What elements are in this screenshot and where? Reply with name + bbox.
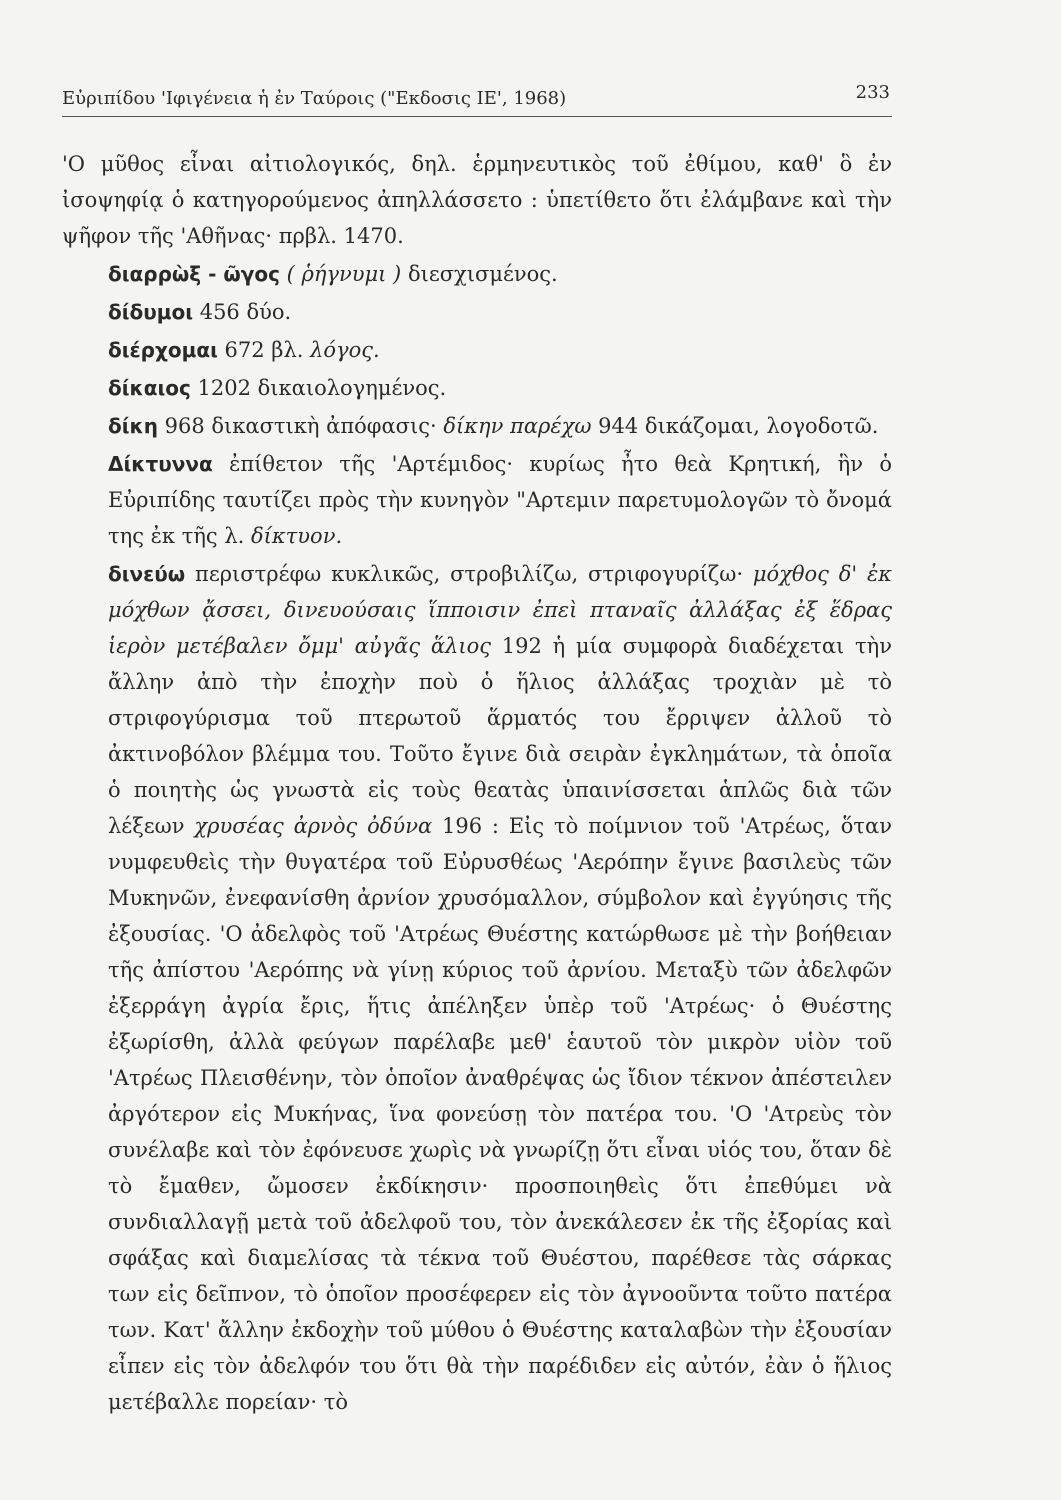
definition: 672 βλ. [217, 338, 311, 362]
definition: 1202 δικαιολογημένος. [190, 376, 447, 400]
definition: διεσχισμένος. [401, 262, 558, 286]
entry-dierchomai [62, 332, 892, 368]
headword: δίκη [108, 414, 158, 438]
entry-diktynna [62, 446, 892, 554]
cross-reference: λόγος. [310, 338, 380, 362]
page-number: 233 [855, 82, 890, 103]
paragraph-myth-intro [62, 146, 892, 254]
quoted-phrase: χρυσέας ἀρνὸς ὀδύνα [194, 814, 433, 838]
definition: περιστρέφω κυκλικῶς, στροβιλίζω, στριφογυρίζω· [185, 562, 753, 586]
headword: διαρρὼξ - ῶγος [108, 262, 280, 286]
definition-continued-2: 196 : Εἰς τὸ ποίμνιον τοῦ 'Ατρέως, ὅταν νυμφευθεὶς τὴν θυγατέρα τοῦ Εὐρυσθέως 'Αερόπην ἔγινε βασιλεὺς τῶν Μυκηνῶν, ἐνεφανίσθη ἀρνίον χρυσόμαλλον, σύμβολον καὶ ἐγγύησις τῆς ἐξουσίας. 'Ο ἀδελφὸς τοῦ 'Ατρέως Θυέστης κατώρθωσε μὲ τὴν βοήθειαν τῆς ἀπίστου 'Αερόπης νὰ γίνῃ κύριος τοῦ ἀρνίου. Μεταξὺ τῶν ἀδελφῶν ἐξερράγη ἀγρία ἔρις, ἥτις ἀπέληξεν ὑπὲρ τοῦ 'Ατρέως· ὁ Θυέστης ἐξωρίσθη, ἀλλὰ φεύγων παρέλαβε μεθ' ἑαυτοῦ τὸν μικρὸν υἱὸν τοῦ 'Ατρέως Πλεισθένην, τὸν ὁποῖον ἀναθρέψας ὡς ἴδιον τέκνον ἀπέστειλεν ἀργότερον εἰς Μυκήνας, ἵνα φονεύσῃ τὸν πατέρα του. 'Ο 'Ατρεὺς τὸν συνέλαβε καὶ τὸν ἐφόνευσε χωρὶς νὰ γνωρίζῃ ὅτι εἶναι υἱός του, ὅταν δὲ τὸ ἔμαθεν, ὤμοσεν ἐκδίκησιν· προσποιηθεὶς ὅτι ἐπεθύμει νὰ συνδιαλλαγῇ μετὰ τοῦ ἀδελφοῦ του, τὸν ἀνεκάλεσεν ἐκ τῆς ἐξορίας καὶ σφάξας καὶ διαμελίσας τὰ τέκνα τοῦ Θυέστου, παρέθεσε τὰς σάρκας των εἰς δεῖπνον, τὸ ὁποῖον προσέφερεν εἰς τὸν ἀγνοοῦντα τοῦτο πατέρα των. Κατ' ἄλλην ἐκδοχὴν τοῦ μύθου ὁ Θυέστης καταλαβὼν τὴν ἐξουσίαν εἶπεν εἰς τὸν ἀδελφόν του ὅτι θὰ τὴν παρέδιδεν εἰς αὐτόν, ἐὰν ὁ ἥλιος μετέβαλλε πορείαν· τὸ [108, 814, 892, 1414]
entry-dikaios [62, 370, 892, 406]
definition-continued: 192 ἡ μία συμφορὰ διαδέχεται τὴν ἄλλην ἀπὸ τὴν ἐποχὴν ποὺ ὁ ἥλιος ἀλλάξας τροχιὰν μὲ τὸ στριφογύρισμα τοῦ πτερωτοῦ ἅρματός του ἔρριψεν ἀλλοῦ τὸ ἀκτινοβόλον βλέμμα του. Τοῦτο ἔγινε διὰ σειρὰν ἐγκλημάτων, τὰ ὁποῖα ὁ ποιητὴς ὡς γνωστὰ εἰς τοὺς θεατὰς ὑπαινίσσεται ἁπλῶς διὰ τῶν λέξεων [108, 634, 892, 838]
quoted-verse: μόχθος δ' ἐκ μόχθων ᾄσσει, δινευούσαις ἵπποισιν ἐπεὶ πταναῖς ἀλλάξας ἐξ ἕδρας ἱερὸν μετέβαλεν ὄμμ' αὐγᾶς ἅλιος [108, 562, 892, 658]
definition: 456 δύο. [193, 300, 292, 324]
entry-dineuo [62, 556, 892, 1420]
headword: δίδυμοι [108, 300, 194, 324]
entry-didymoi [62, 294, 892, 330]
entry-dike [62, 408, 892, 444]
page-body [62, 146, 892, 1422]
definition: ἐπίθετον τῆς 'Αρτέμιδος· κυρίως ἦτο θεὰ Κρητική, ἣν ὁ Εὐριπίδης ταυτίζει πρὸς τὴν κυνηγὸν "Αρτεμιν παρετυμολογῶν τὸ ὄνομά της ἐκ τῆς λ. [108, 452, 892, 548]
entry-diarrox [62, 256, 892, 292]
cross-reference: δίκτυον. [251, 524, 343, 548]
header-title: Εὐριπίδου 'Ιφιγένεια ἡ ἐν Ταύροις ("Εκδοσις ΙΕ', 1968) [62, 88, 567, 109]
paragraph-text: 'Ο μῦθος εἶναι αἰτιολογικός, δηλ. ἑρμηνευτικὸς τοῦ ἐθίμου, καθ' ὃ ἐν ἰσοψηφίᾳ ὁ κατηγορούμενος ἀπηλλάσσετο : ὑπετίθετο ὅτι ἐλάμβανε καὶ τὴν ψῆφον τῆς 'Αθῆνας· πρβλ. 1470. [62, 152, 892, 248]
running-header [62, 82, 892, 117]
headword: δινεύω [108, 562, 186, 586]
definition-continued: 944 δικάζομαι, λογοδοτῶ. [591, 414, 879, 438]
quoted-phrase: δίκην παρέχω [443, 414, 592, 438]
definition: 968 δικαστικὴ ἀπόφασις· [157, 414, 444, 438]
headword: Δίκτυννα [108, 452, 213, 476]
etymology: ( ῥήγνυμι ) [286, 262, 402, 286]
headword: δίκαιος [108, 376, 191, 400]
headword: διέρχομαι [108, 338, 218, 362]
